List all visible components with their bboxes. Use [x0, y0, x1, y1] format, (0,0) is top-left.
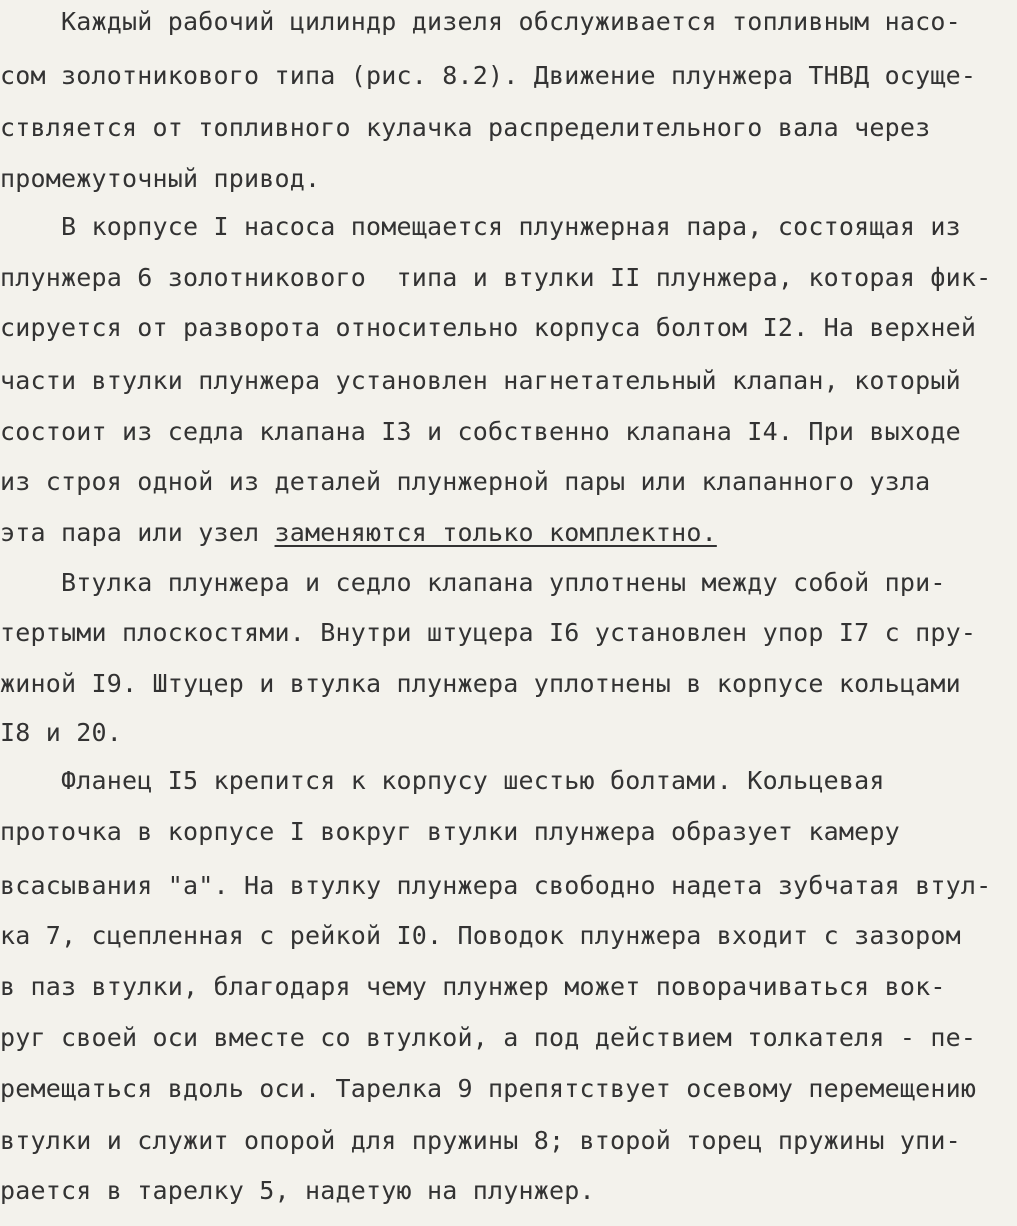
text-line: ствляется от топливного кулачка распределительного вала через — [0, 113, 931, 142]
text-line: Каждый рабочий цилиндр дизеля обслуживается топливным насо- — [0, 7, 961, 36]
text-line: В корпусе I насоса помещается плунжерная пара, состоящая из — [0, 212, 961, 241]
text-line: из строя одной из деталей плунжерной пары или клапанного узла — [0, 467, 931, 496]
text-line: сируется от разворота относительно корпуса болтом I2. На верхней — [0, 313, 977, 342]
text-line: руг своей оси вместе со втулкой, а под действием толкателя - пе- — [0, 1023, 977, 1052]
text-line: Фланец I5 крепится к корпусу шестью болтами. Кольцевая — [0, 766, 885, 795]
text-line: всасывания "а". На втулку плунжера свободно надета зубчатая втул- — [0, 871, 992, 900]
text-line: в паз втулки, благодаря чему плунжер может поворачиваться вок- — [0, 972, 946, 1001]
text-line: части втулки плунжера установлен нагнетательный клапан, который — [0, 366, 961, 395]
text-line: ремещаться вдоль оси. Тарелка 9 препятствует осевому перемещению — [0, 1074, 977, 1103]
text-line: I8 и 20. — [0, 718, 123, 747]
text-line: тертыми плоскостями. Внутри штуцера I6 установлен упор I7 с пру- — [0, 618, 977, 647]
text-line: Втулка плунжера и седло клапана уплотнены между собой при- — [0, 568, 946, 597]
text-line — [0, 518, 1017, 548]
text-line: плунжера 6 золотникового типа и втулки II плунжера, которая фик- — [0, 263, 992, 292]
text-line: ка 7, сцепленная с рейкой I0. Поводок плунжера входит с зазором — [0, 921, 961, 950]
text-line: жиной I9. Штуцер и втулка плунжера уплотнены в корпусе кольцами — [0, 669, 961, 698]
text-line: проточка в корпусе I вокруг втулки плунжера образует камеру — [0, 817, 900, 846]
text-segment: эта пара или узел — [0, 518, 275, 547]
underlined-phrase: заменяются только комплектно. — [274, 518, 717, 547]
text-line: сом золотникового типа (рис. 8.2). Движение плунжера ТНВД осуще- — [0, 61, 977, 90]
text-line: промежуточный привод. — [0, 164, 321, 193]
text-line: рается в тарелку 5, надетую на плунжер. — [0, 1176, 595, 1205]
text-line: втулки и служит опорой для пружины 8; второй торец пружины упи- — [0, 1126, 961, 1155]
text-line: состоит из седла клапана I3 и собственно клапана I4. При выходе — [0, 417, 961, 446]
